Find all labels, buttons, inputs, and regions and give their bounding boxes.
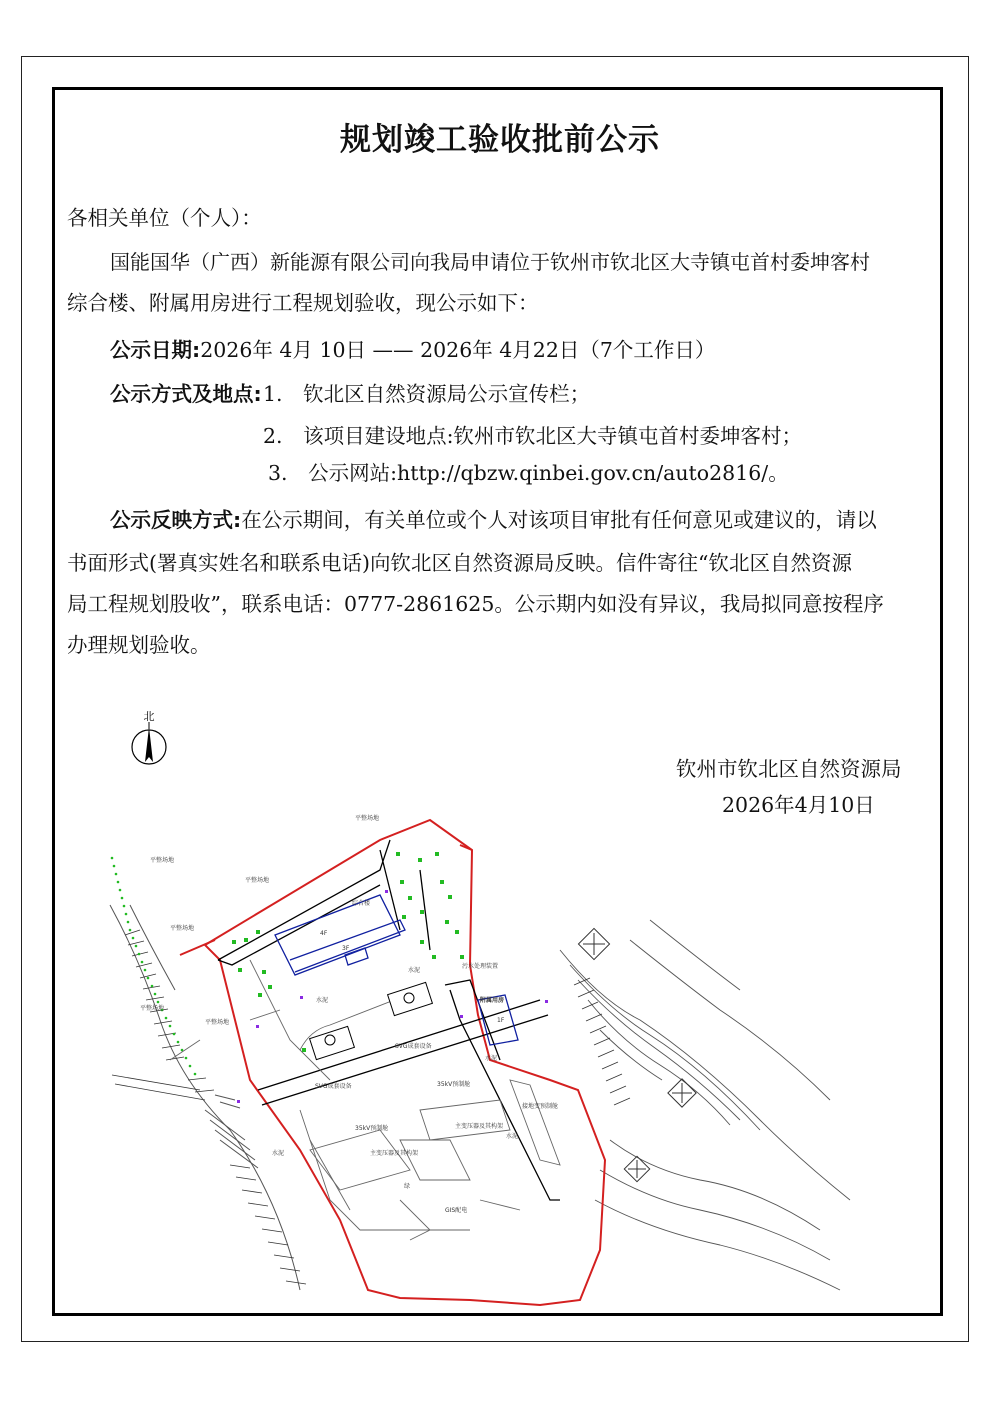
label-cement-3: 水泥 — [485, 1055, 498, 1062]
label-cement-1: 水泥 — [408, 967, 421, 974]
label-flat-1: 平整场地 — [355, 815, 380, 822]
north-label: 北 — [143, 710, 155, 723]
label-cement-4: 水泥 — [506, 1133, 519, 1140]
internal-walls — [218, 840, 560, 1200]
salutation: 各相关单位（个人）： — [67, 206, 262, 230]
label-svg-1: SVG成套设备 — [395, 1043, 432, 1050]
label-reactor: 接地变预制舱 — [522, 1103, 559, 1110]
label-annex: 附属用房 — [480, 997, 505, 1004]
label-flat-4: 平整场地 — [170, 925, 195, 932]
feedback-line-1: 在公示期间，有关单位或个人对该项目审批有任何意见或建议的，请以 — [241, 508, 877, 532]
method-text: 公示网站:http://qbzw.qinbei.gov.cn/auto2816/。 — [308, 461, 789, 485]
label-flat-6: 平整场地 — [205, 1019, 230, 1026]
signature-date: 2026年4月10日 — [722, 793, 875, 817]
tree-line-left — [111, 857, 197, 1076]
boundary-spur — [180, 940, 215, 955]
method-label: 公示方式及地点: — [110, 382, 262, 406]
right-slope-ticks — [574, 978, 630, 1105]
date-label: 公示日期: — [110, 338, 201, 362]
label-cement-5: 水泥 — [272, 1150, 285, 1157]
date-value: 2026年 4月 10日 —— 2026年 4月22日（7个工作日） — [200, 338, 716, 362]
feedback-line-2: 书面形式(署真实姓名和联系电话)向钦北区自然资源局反映。信件寄往“钦北区自然资源 — [67, 551, 852, 575]
label-flat-5: 平整场地 — [140, 1005, 165, 1012]
method-num: 2. — [263, 424, 283, 448]
signature-agency: 钦州市钦北区自然资源局 — [676, 757, 902, 781]
intro-line-2: 综合楼、附属用房进行工程规划验收，现公示如下： — [67, 291, 539, 315]
label-complex: 综合楼 — [352, 900, 371, 907]
label-cement-2: 水泥 — [316, 997, 329, 1004]
terrain-slope-left — [110, 905, 300, 1290]
method-num: 1. — [263, 382, 283, 406]
label-prefab-1: 35kV预制舱 — [437, 1081, 471, 1088]
label-annex-floors: 1F — [497, 1017, 505, 1024]
complex-building — [275, 895, 400, 975]
method-num: 3. — [268, 461, 288, 485]
feedback-line-3: 局工程规划股收”，联系电话：0777-2861625。公示期内如没有异议，我局拟同意按程序 — [67, 592, 884, 616]
notice-title: 规划竣工验收批前公示 — [340, 122, 660, 158]
label-flat-3: 平整场地 — [245, 877, 270, 884]
label-green: 绿 — [404, 1183, 411, 1190]
feedback-line-4: 办理规划验收。 — [67, 633, 211, 657]
label-4f: 4F — [320, 930, 328, 937]
label-transformer-1: 主变压器及其构架 — [455, 1123, 504, 1130]
feedback-label: 公示反映方式: — [110, 508, 242, 532]
site-boundary — [205, 820, 605, 1305]
label-gis: GIS配电 — [445, 1207, 468, 1214]
method-text: 钦北区自然资源局公示宣传栏； — [303, 382, 591, 406]
method-text: 该项目建设地点:钦州市钦北区大寺镇屯首村委坤客村； — [303, 424, 802, 448]
label-sewage: 污水处理装置 — [462, 963, 499, 970]
label-flat-2: 平整场地 — [150, 857, 175, 864]
terrain-contours-right — [560, 920, 850, 1290]
intro-line-1: 国能国华（广西）新能源有限公司向我局申请位于钦州市钦北区大寺镇屯首村委坤客村 — [110, 250, 870, 274]
label-svg-2: SVG成套设备 — [315, 1083, 352, 1090]
label-transformer-2: 主变压器及其构架 — [370, 1150, 419, 1157]
label-prefab-2: 35kV预制舱 — [355, 1125, 389, 1132]
label-3f: 3F — [342, 945, 350, 952]
